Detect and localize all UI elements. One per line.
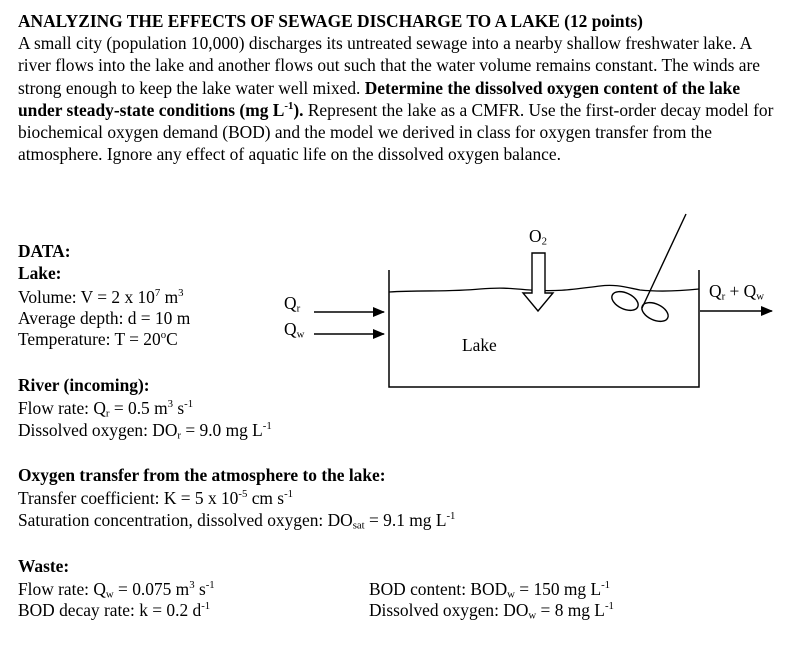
waste-decay-exp: -1: [201, 600, 211, 612]
waste-flow-label: Flow rate: Q: [18, 579, 106, 599]
river-do-exp: -1: [262, 420, 272, 432]
river-flow-label: Flow rate: Q: [18, 398, 106, 418]
lake-depth: Average depth: d = 10 m: [18, 308, 191, 328]
problem-rest: Represent the lake as a CMFR. Use the first-order decay model for biochemical oxygen demand (BOD) and the model we derived in class for oxygen transfer from the atmosphere. Ignore any effect of aquatic life on the dissolved oxygen balance.: [18, 99, 774, 165]
qr-label-main: Q: [284, 293, 297, 313]
problem-title: ANALYZING THE EFFECTS OF SEWAGE DISCHARGE TO A LAKE (12 points): [18, 11, 643, 31]
problem-task-end: ).: [293, 99, 304, 120]
problem-task-exp: -1: [284, 99, 294, 112]
lake-volume-exp: 7: [154, 287, 161, 299]
problem-task-text: Determine the dissolved oxygen content of the lake under steady-state conditions (mg L: [18, 77, 741, 120]
river-flow-exp2: -1: [184, 398, 194, 410]
transfer-coef-label: Transfer coefficient: K = 5 x 10: [18, 488, 239, 508]
lake-heading: Lake:: [18, 263, 62, 283]
aerator-stem: [642, 214, 686, 308]
outflow-plus: + Q: [725, 281, 757, 301]
data-heading: DATA:: [18, 241, 71, 261]
lake-temp-unit: C: [166, 329, 178, 349]
waste-decay-label: BOD decay rate: k = 0.2 d: [18, 600, 202, 620]
o2-arrow: [523, 253, 553, 311]
lake-temp-label: Temperature: T = 20: [18, 329, 161, 349]
river-do-sub: r: [177, 429, 181, 442]
transfer-coef-unit: cm s: [247, 488, 285, 508]
river-do-label: Dissolved oxygen: DO: [18, 420, 178, 440]
river-do-value: = 9.0 mg L: [181, 420, 263, 440]
waste-do-exp: -1: [604, 600, 614, 612]
qr-label: [284, 293, 300, 313]
lake-volume-label: Volume: V = 2 x 10: [18, 287, 155, 307]
waste-bod-exp: -1: [601, 579, 611, 591]
waste-bod-sub: w: [507, 588, 515, 601]
qw-label-sub: w: [296, 328, 305, 341]
outflow-q1: Q: [709, 281, 722, 301]
problem-intro: A small city (population 10,000) discharges its untreated sewage into a nearby shallow freshwater lake. A river flows into the lake and another flows out such that the water volume remains constant. The winds are strong enough to keep the lake water well mixed.: [18, 33, 760, 98]
waste-bod-value: = 150 mg L: [514, 579, 602, 599]
waste-flow-s: s: [194, 579, 206, 599]
river-flow-sub: r: [105, 407, 110, 420]
lake-temp-degree: o: [160, 329, 167, 341]
transfer-sat-value: = 9.1 mg L: [364, 510, 447, 530]
o2-label: [529, 226, 547, 246]
qw-label-main: Q: [284, 319, 297, 339]
outflow-q2-sub: w: [756, 290, 764, 303]
waste-bod-label: BOD content: BOD: [369, 579, 508, 599]
o2-label-main: O: [529, 226, 542, 246]
waste-flow-exp1: 3: [189, 579, 195, 591]
river-flow-s: s: [173, 398, 185, 418]
waste-do-sub: w: [528, 609, 537, 622]
river-flow-exp1: 3: [167, 398, 174, 410]
transfer-sat-sub: sat: [352, 519, 365, 532]
waste-do-value: = 8 mg L: [536, 600, 605, 620]
waste-flow-sub: w: [105, 588, 114, 601]
outflow-q1-sub: r: [721, 290, 726, 303]
transfer-coef-exp: -5: [238, 488, 248, 500]
transfer-coef-unit-exp: -1: [284, 488, 294, 500]
lake-volume-unit: m: [160, 287, 179, 307]
qw-label: [284, 319, 304, 339]
transfer-sat-exp: -1: [446, 510, 456, 522]
transfer-heading: Oxygen transfer from the atmosphere to the lake:: [18, 465, 386, 485]
transfer-sat-label: Saturation concentration, dissolved oxygen: DO: [18, 510, 353, 530]
qr-label-sub: r: [296, 302, 301, 315]
waste-do-label: Dissolved oxygen: DO: [369, 600, 529, 620]
river-heading: River (incoming):: [18, 375, 150, 395]
waste-heading: Waste:: [18, 556, 70, 576]
lake-volume-unit-exp: 3: [178, 287, 184, 299]
o2-label-sub: 2: [541, 235, 547, 248]
propeller-blade-left: [609, 288, 641, 314]
waste-flow-exp2: -1: [205, 579, 215, 591]
outflow-label: [709, 281, 764, 301]
waste-flow-value: = 0.075 m: [113, 579, 190, 599]
lake-label: Lake: [462, 335, 497, 355]
river-flow-value: = 0.5 m: [109, 398, 168, 418]
